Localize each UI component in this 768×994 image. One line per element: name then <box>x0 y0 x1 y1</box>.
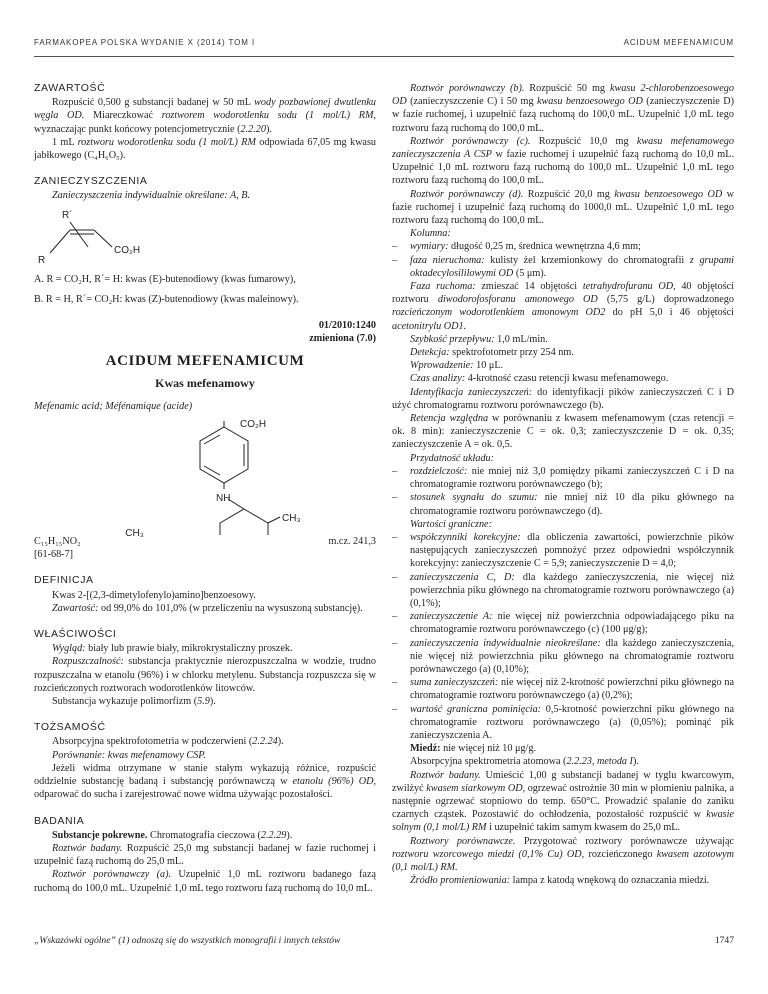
label-ch3-b: CH₃ <box>125 528 144 540</box>
section-title-zanieczyszczenia: ZANIECZYSZCZENIA <box>34 175 148 188</box>
running-header-right: ACIDUM MEFENAMICUM <box>623 38 734 47</box>
badania-2: Roztwór badany. Rozpuścić 25,0 mg substancji badanej w fazie ruchomej i uzupełnić fazą ruchomą do 25,0 mL. <box>34 842 376 868</box>
label-nh: NH <box>216 493 231 505</box>
tozsamosc-3: Jeżeli widma otrzymane w stanie stałym wykazują różnice, rozpuścić oddzielnie substancję badaną i substancję porównawczą w etanolu (96%) OD, odparować do sucha i zarejestrować nowe widma używając pozostałości. <box>34 762 376 801</box>
section-title-tozsamosc: TOŻSAMOŚĆ <box>34 721 106 734</box>
mefenamic-acid-structure <box>34 417 376 535</box>
reference-solution-d: Roztwór porównawczy (d). Rozpuścić 20,0 mg kwasu benzoesowego OD w fazie ruchomej i uzupełnić fazą ruchomą do 1000,0 mL. Uzupełnić 1,0 mL tego roztworu fazą ruchomą do 100,0 mL. <box>392 188 735 227</box>
radiation-source: Źródło promieniowania: lampa z katodą wnękową do oznaczania miedzi. <box>410 875 710 887</box>
monograph-ref-status: zmieniona (7.0) <box>309 333 376 345</box>
detection: Detekcja: spektrofotometr przy 254 nm. <box>410 347 574 359</box>
zanieczyszczenia-text: Zanieczyszczenia indywidualnie określane: A, B. <box>52 190 251 202</box>
impurities-c-d: – zanieczyszczenia C, D: dla każdego zanieczyszczenia, nie więcej niż powierzchnia piku głównego na chromatogramie roztworu porównawczego (a) (0,1%); <box>392 571 734 611</box>
test-solution-copper: Roztwór badany. Umieścić 1,00 g substancji badanej w tyglu kwarcowym, zwilżyć kwasem siarkowym OD, ogrzewać ostrożnie 30 min w płomieniu palnika, a następnie ogrzewać stopniowo do temp. 650°C. Prowadzić spalanie do zaniku czarnych cząstek. Pozostawić do ochłodzenia, pozostałość rozpuścić w kwasie solnym (0,1 mol/L) RM i uzupełnić takim samym kwasem do 25,0 mL. <box>392 769 734 834</box>
run-time: Czas analizy: 4-krotność czasu retencji kwasu mefenamowego. <box>410 373 669 385</box>
relative-retention: Retencja względna w porównaniu z kwasem mefenamowym (czas retencji = ok. 8 min): zanieczyszczenie C = ok. 0,3; zanieczyszczenie D = ok. 0,35; zanieczyszczenie A = ok. 0,5. <box>392 413 734 451</box>
monograph-synonyms: Mefenamic acid; Méfénamique (acide) <box>34 400 193 412</box>
section-title-definicja: DEFINICJA <box>34 574 94 587</box>
molecular-formula: C₁₅H₁₅NO₂ <box>34 536 81 548</box>
signal-to-noise: – stosunek sygnału do szumu: nie mniej niż 10 dla piku głównego na chromatogramie roztworu porównawczego (d). <box>392 491 734 517</box>
badania-3: Roztwór porównawczy (a). Uzupełnić 1,0 mL roztworu badanego fazą ruchomą do 100,0 mL. Uzupełnić 1,0 mL tego roztworu fazą ruchomą do 10,0 mL. <box>34 869 376 894</box>
peak-identification: Identyfikacja zanieczyszczeń: do identyfikacji pików zanieczyszczeń C i D użyć chromatogramu roztworu porównawczego (b). <box>392 386 734 411</box>
molecular-mass: m.cz. 241,3 <box>328 536 376 548</box>
badania-1: Substancje pokrewne. Chromatografia cieczowa (2.2.29). <box>52 829 293 841</box>
butenedioic-acid-structure <box>34 207 184 269</box>
limits-heading: Wartości graniczne: <box>410 518 492 530</box>
bond-ch3-a <box>268 517 280 523</box>
section-title-zawartosc: ZAWARTOŚĆ <box>34 82 106 94</box>
tozsamosc-1: Absorpcyjna spektrofotometria w podczerwieni (2.2.24). <box>52 736 284 748</box>
impurity-a: A. R = CO₂H, R´= H: kwas (E)-butenodiowy (kwas fumarowy), <box>34 273 296 285</box>
wlasciwosci-3: Substancja wykazuje polimorfizm (5.9). <box>52 696 216 708</box>
benzoic-ring <box>200 427 248 483</box>
reference-solutions-copper: Roztwory porównawcze. Przygotować roztwory porównawcze używając roztworu wzorcowego miedzi (0,1% Cu) OD, rozcieńczonego kwasem azotowym (0,1 mol/L) RM. <box>392 835 734 873</box>
reference-solution-c: Roztwór porównawczy (c). Rozpuścić 10,0 mg kwasu mefenamowego zanieczyszczenia A CSP w fazie ruchomej i uzupełnić fazą ruchomą do 10,0 mL. Uzupełnić 1,0 mL roztworu fazą ruchomą do 100,0 mL. Uzupełnić 1,0 mL tego roztworu fazą ruchomą do 100,0 mL. <box>392 135 735 187</box>
header-rule <box>34 56 734 57</box>
total-impurities: – suma zanieczyszczeń: nie więcej niż 2-krotność powierzchni piku głównego na chromatogramie roztworu porównawczego (a) (0,2%); <box>392 676 734 702</box>
ring1-inner-3 <box>204 466 220 475</box>
xylyl-ring <box>220 509 268 535</box>
zawartosc-paragraph-1: Rozpuścić 0,500 g substancji badanej w 50 mL wody pozbawionej dwutlenku węgla OD. Miareczkować roztworem wodorotlenku sodu (1 mol/L) RM, wyznaczając punkt końcowy potencjometrycznie (2.2.20). <box>34 97 376 135</box>
reference-solution-b: Roztwór porównawczy (b). Rozpuścić 50 mg kwasu 2-chlorobenzoesowego OD (zanieczyszczenie C) i 50 mg kwasu benzoesowego OD (zanieczyszczenie D) w fazie ruchomej, i uzupełnić fazą ruchomą do 100,0 mL. Uzupełnić 1,0 mL tego roztworu fazą ruchomą do 100,0 mL. <box>392 83 734 134</box>
bond-r <box>50 230 70 253</box>
impurity-b: B. R = H, R´= CO₂H: kwas (Z)-butenodiowy (kwas maleinowy). <box>34 293 299 305</box>
injection: Wprowadzenie: 10 μL. <box>410 360 504 372</box>
page-number: 1747 <box>714 935 734 946</box>
column-dimensions: – wymiary: długość 0,25 m, średnica wewnętrzna 4,6 mm; <box>392 240 734 253</box>
formula-row <box>34 528 376 548</box>
tozsamosc-2: Porównanie: kwas mefenamowy CSP. <box>52 749 206 761</box>
running-header-left: FARMAKOPEA POLSKA WYDANIE X (2014) TOM I <box>34 38 256 47</box>
atomic-absorption: Absorpcyjna spektrometria atomowa (2.2.23, metoda I). <box>410 756 639 768</box>
label-r: R <box>38 254 46 266</box>
column-heading: Kolumna: <box>410 228 451 240</box>
resolution: – rozdzielczość: nie mniej niż 3,0 pomiędzy pikami zanieczyszczeń C i D na chromatogramie roztworu porównawczego (b); <box>392 465 734 491</box>
stationary-phase: – faza nieruchoma: kulisty żel krzemionkowy do chromatografii z grupami oktadecylosililowymi OD (5 μm). <box>392 254 734 280</box>
monograph-title: ACIDUM MEFENAMICUM <box>105 353 305 370</box>
wlasciwosci-2: Rozpuszczalność: substancja praktycznie nierozpuszczalna w wodzie, trudno rozpuszczalna w etanolu (96%) i w chlorku metylenu. Substancja rozpuszcza się w rozcieńczonych roztworach wodorotlenków litowców. <box>34 656 376 694</box>
label-ch3-b-wrap <box>125 527 214 540</box>
copper-limit: Miedź: nie więcej niż 10 μg/g. <box>410 743 536 755</box>
unspecified-impurities: – zanieczyszczenia indywidualnie nieokreślane: dla każdego zanieczyszczenia, nie więcej niż powierzchnia piku głównego na chromatogramie roztworu porównawczego (a) (0,10%); <box>392 637 734 677</box>
monograph-subtitle: Kwas mefenamowy <box>155 375 255 390</box>
definicja-1: Kwas 2-[(2,3-dimetylofenylo)amino]benzoesowy. <box>52 589 256 601</box>
definicja-2: Zawartość: od 99,0% do 101,0% (w przeliczeniu na wysuszoną substancję). <box>52 602 363 614</box>
impurity-a-limit: – zanieczyszczenie A: nie więcej niż powierzchnia odpowiadającego piku na chromatogramie roztworu porównawczego (c) (100 μg/g); <box>392 610 734 636</box>
monograph-ref-code: 01/2010:1240 <box>318 320 376 332</box>
wlasciwosci-1: Wygląd: biały lub prawie biały, mikrokrystaliczny proszek. <box>52 643 293 655</box>
ring1-inner-1 <box>204 435 220 444</box>
label-ch3-a: CH₃ <box>282 513 301 525</box>
system-suitability: Przydatność układu: <box>410 452 495 464</box>
section-title-badania: BADANIA <box>34 814 85 827</box>
zawartosc-paragraph-2: 1 mL roztworu wodorotlenku sodu (1 mol/L) RM odpowiada 67,05 mg kwasu jabłkowego (C₄H₆O₅). <box>34 136 377 162</box>
left-column <box>34 82 376 895</box>
label-co2h-mef: CO₂H <box>240 419 267 431</box>
right-column <box>392 82 734 887</box>
section-title-wlasciwosci: WŁAŚCIWOŚCI <box>34 628 117 641</box>
footer-note: „Wskazówki ogólne” (1) odnoszą się do wszystkich monografii i innych tekstów <box>34 935 341 946</box>
label-r-prime: R´ <box>62 209 73 221</box>
mobile-phase: Faza ruchoma: zmieszać 14 objętości tetrahydrofuranu OD, 40 objętości roztworu diwodorofosforanu amonowego OD (5,75 g/L) doprowadzonego rozcieńczonym wodorotlenkiem amonowym OD2 do pH 5,0 i 46 objętości acetonitrylu OD1. <box>392 281 735 332</box>
page-footer <box>34 935 734 946</box>
bond-co2h <box>94 230 112 247</box>
cas-number: [61-68-7] <box>34 549 74 561</box>
correction-factors: – współczynniki korekcyjne: dla obliczenia zawartości, powierzchnie pików następujących zanieczyszczeń pomnożyć przez odpowiedni współczynnik korekcyjny: zanieczyszczenie C = 5,9; zanieczyszczenie D = 4,0; <box>392 531 734 571</box>
flow-rate: Szybkość przepływu: 1,0 mL/min. <box>410 333 548 345</box>
disregard-limit: – wartość graniczna pominięcia: 0,5-krotność powierzchni piku głównego na chromatogramie roztworu porównawczego (a) (0,05%); pominąć pik zanieczyszczenia A. <box>392 703 734 743</box>
label-co2h: CO₂H <box>114 244 141 256</box>
